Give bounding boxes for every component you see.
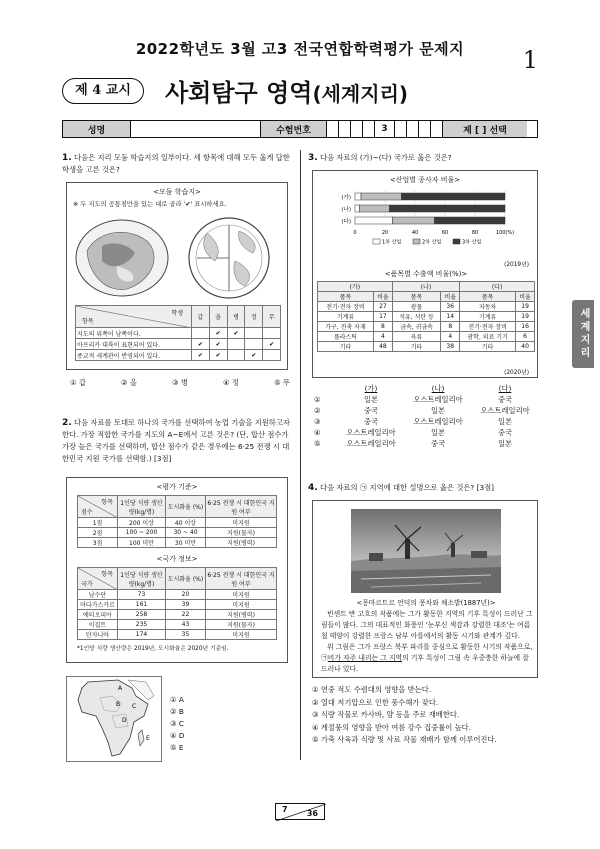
cell: 8 xyxy=(441,322,460,332)
tick-label: 100(%) xyxy=(495,230,515,236)
check-cell xyxy=(263,350,281,361)
answer-header: (다) xyxy=(498,384,512,393)
table-note: *1인당 식량 생산량은 2019년, 도시화율은 2020년 기준임. xyxy=(77,646,229,652)
row-item: 아프리카 대륙이 표현되어 있다. xyxy=(76,339,192,350)
choice[interactable]: ⑤ E xyxy=(170,743,184,752)
map-label-d: D xyxy=(122,717,127,724)
choice-number: ② xyxy=(314,406,321,415)
sub-header: 품목 xyxy=(318,292,374,302)
cell: 광학, 의료 기기 xyxy=(460,332,516,342)
col-header: 1인당 식량 생산량(kg/명) xyxy=(118,568,166,590)
cell: 지원(병력) xyxy=(206,610,277,620)
criteria-corner xyxy=(78,496,118,518)
info-corner xyxy=(78,568,118,590)
country-info-table xyxy=(77,567,277,640)
cell: 가구, 전축 자재 xyxy=(318,322,374,332)
cell: 19 xyxy=(516,302,535,312)
choice-cell: 일본 xyxy=(430,428,446,437)
q3-data-box xyxy=(312,170,538,378)
table-row xyxy=(76,328,281,339)
tick-label: 60 xyxy=(441,230,449,236)
side-tab: 세계지리 xyxy=(572,300,594,368)
cell: 석유, 석탄 등 xyxy=(392,312,441,322)
cell: 지원(물자) xyxy=(206,620,277,630)
choice[interactable]: ④ 계절풍의 영향을 받아 여름 강수 집중률이 높다. xyxy=(312,722,472,732)
cell: 30 ~ 40 xyxy=(166,528,206,538)
info-bar xyxy=(62,120,538,138)
passage-2-end: 의 기후 특성이 그림 속 우중충한 하늘에 잘 드러나 있다. xyxy=(321,654,529,673)
cell: 미지원 xyxy=(206,600,277,610)
underlined-region: 비가 자주 내리는 그 지역 xyxy=(327,654,403,662)
cell: 4 xyxy=(374,332,393,342)
painting-caption: <몽마르트르 언덕의 풍차와 채소밭(1887년)> xyxy=(356,599,496,607)
header-score: 점수 xyxy=(81,509,93,516)
subject-title xyxy=(165,73,408,108)
col-header: 6·25 전쟁 시 대한민국 지원 여부 xyxy=(206,568,277,590)
cell: 미지원 xyxy=(206,630,277,640)
answer-header: (가) xyxy=(364,384,378,393)
exam-no-box[interactable] xyxy=(327,121,339,137)
cell: 기계류 xyxy=(460,312,516,322)
bar-segment xyxy=(402,193,506,200)
tick-label: 40 xyxy=(411,230,419,236)
choice-cell: 중국 xyxy=(497,395,513,404)
q4-choices xyxy=(312,684,542,747)
table-row xyxy=(78,538,277,548)
cell: 기타 xyxy=(392,342,441,352)
table-row xyxy=(76,339,281,350)
q2-text xyxy=(62,417,292,465)
choice-number: ④ xyxy=(314,428,321,437)
cell: 16 xyxy=(516,322,535,332)
q3-number: 3. xyxy=(308,153,318,163)
column-divider xyxy=(300,150,301,760)
q4-text xyxy=(308,482,540,494)
subject-main: 사회탐구 영역 xyxy=(165,79,313,107)
cell: 100 ~ 200 xyxy=(118,528,166,538)
legend-label: 2차 산업 xyxy=(422,239,442,246)
choice[interactable] xyxy=(312,395,538,406)
cell: 미지원 xyxy=(206,518,277,528)
check-cell: ✔ xyxy=(192,350,210,361)
header-item: 항목 xyxy=(101,571,113,578)
choice-cell: 오스트레일리아 xyxy=(346,428,396,437)
legend-label: 1차 산업 xyxy=(382,239,402,246)
cell: 기타 xyxy=(318,342,374,352)
choice-cell: 일본 xyxy=(430,406,446,415)
cell: 광물 xyxy=(392,302,441,312)
exam-no-box[interactable] xyxy=(351,121,363,137)
cell: 235 xyxy=(118,620,166,630)
answer-header: (나) xyxy=(431,384,445,393)
check-cell: ✔ xyxy=(209,350,227,361)
cell: 이집트 xyxy=(78,620,118,630)
current-page: 7 xyxy=(282,805,288,814)
cell: 지원(물자) xyxy=(206,528,277,538)
exam-no-box[interactable] xyxy=(431,121,443,137)
header-country: 국가 xyxy=(81,581,93,588)
exam-no-box[interactable] xyxy=(419,121,431,137)
table-row xyxy=(78,620,277,630)
table-row xyxy=(78,590,277,600)
cell: 마다가스카르 xyxy=(78,600,118,610)
check-cell xyxy=(263,328,281,339)
cell: 육류 xyxy=(392,332,441,342)
q1-choices xyxy=(70,378,290,388)
choice[interactable]: ④ 정 xyxy=(223,378,239,387)
table-row xyxy=(318,322,535,332)
check-cell: ✔ xyxy=(209,328,227,339)
cell: 258 xyxy=(118,610,166,620)
info-title: <국가 정보> xyxy=(156,555,198,563)
cell: 남수단 xyxy=(78,590,118,600)
table-row xyxy=(78,528,277,538)
cell: 30 미만 xyxy=(166,538,206,548)
cell: 200 이상 xyxy=(118,518,166,528)
choice[interactable]: ① 갑 xyxy=(70,378,86,387)
q4-data-box xyxy=(312,500,538,678)
table-row xyxy=(78,630,277,640)
cell: 48 xyxy=(374,342,393,352)
choice[interactable]: ② B xyxy=(170,707,184,716)
cell: 2점 xyxy=(78,528,118,538)
map-label-a: A xyxy=(118,685,123,692)
choice-number: ⑤ xyxy=(314,439,321,448)
medieval-maps xyxy=(67,211,287,301)
group-header: (가) xyxy=(318,282,393,292)
check-cell xyxy=(227,339,245,350)
criteria-table xyxy=(77,495,277,548)
exam-no-label: 수험번호 xyxy=(261,121,327,137)
cell: 전기·전자 장비 xyxy=(318,302,374,312)
chart-year: (2019년) xyxy=(504,262,529,268)
cell: 기타 xyxy=(460,342,516,352)
answer-header-row xyxy=(312,384,538,395)
sub-header: 비율 xyxy=(441,292,460,302)
choice[interactable] xyxy=(312,439,538,450)
cell: 에티오피아 xyxy=(78,610,118,620)
cell: 19 xyxy=(516,312,535,322)
map-label-b: B xyxy=(116,701,121,708)
cell: 지원(병력) xyxy=(206,538,277,548)
check-cell xyxy=(192,328,210,339)
bar-segment xyxy=(390,205,506,212)
category-label: (가) xyxy=(341,195,351,201)
choice[interactable]: ③ 병 xyxy=(172,378,188,387)
q2-number: 2. xyxy=(62,418,72,428)
student-header: 을 xyxy=(209,306,227,328)
table-row xyxy=(318,302,535,312)
exam-no-box[interactable] xyxy=(407,121,419,137)
cell: 자동차 xyxy=(460,302,516,312)
cell: 40 xyxy=(516,342,535,352)
cell: 100 미만 xyxy=(118,538,166,548)
bar-segment xyxy=(355,205,360,212)
choice[interactable] xyxy=(312,417,538,428)
q1-table xyxy=(75,305,281,361)
col-header: 1인당 식량 생산량(kg/명) xyxy=(118,496,166,518)
cell: 40 이상 xyxy=(166,518,206,528)
export-table-title: <품목별 수출액 비율(%)> xyxy=(384,270,468,278)
category-label: (다) xyxy=(341,219,351,225)
table-row xyxy=(318,312,535,322)
check-cell: ✔ xyxy=(192,339,210,350)
cell: 8 xyxy=(374,322,393,332)
worksheet-instruction: ※ 두 지도의 공통점만을 있는 대로 골라 '✔' 표시하세요. xyxy=(73,201,227,208)
cell: 35 xyxy=(166,630,206,640)
bar-segment xyxy=(355,193,361,200)
choice[interactable]: ① A xyxy=(170,695,184,704)
header-item: 항목 xyxy=(82,318,94,325)
choice-cell: 오스트레일리아 xyxy=(413,417,463,426)
student-header: 병 xyxy=(227,306,245,328)
cell: 전기·전자 장비 xyxy=(460,322,516,332)
cell: 161 xyxy=(118,600,166,610)
select-label: 제 [ ] 선택 xyxy=(443,121,527,137)
legend-label: 3차 산업 xyxy=(462,239,482,246)
table-row xyxy=(78,610,277,620)
table-row xyxy=(78,600,277,610)
choice-cell: 중국 xyxy=(430,439,446,448)
cell: 4 xyxy=(441,332,460,342)
choice[interactable]: ③ 식량 작물로 카사바, 얌 등을 주로 재배한다. xyxy=(312,710,460,719)
choice[interactable] xyxy=(312,428,538,439)
student-header: 정 xyxy=(245,306,263,328)
q1-number: 1. xyxy=(62,153,72,163)
col-header: 6·25 전쟁 시 대한민국 지원 여부 xyxy=(206,496,277,518)
exam-no-box[interactable] xyxy=(339,121,351,137)
legend-swatch xyxy=(413,239,420,244)
choice-number: ③ xyxy=(314,417,321,426)
table-row xyxy=(318,332,535,342)
bar-segment xyxy=(360,205,390,212)
sub-header: 품목 xyxy=(460,292,516,302)
check-cell xyxy=(245,328,263,339)
sub-header: 품목 xyxy=(392,292,441,302)
cell: 174 xyxy=(118,630,166,640)
choice[interactable]: ③ C xyxy=(170,719,184,728)
legend-swatch xyxy=(373,239,380,244)
header-item: 항목 xyxy=(101,499,113,506)
q1-worksheet xyxy=(66,182,288,370)
q1-stem: 다음은 지리 모둠 학습지의 일부이다. 세 항목에 대해 모두 옳게 답한 학생을 고른 것은? xyxy=(62,153,290,174)
van-gogh-painting xyxy=(351,509,501,593)
legend-swatch xyxy=(453,239,460,244)
cell: 36 xyxy=(441,302,460,312)
row-item: 종교적 세계관이 반영되어 있다. xyxy=(76,350,192,361)
q3-text xyxy=(308,152,540,164)
choice[interactable]: ④ D xyxy=(170,731,185,740)
check-cell xyxy=(227,350,245,361)
chart-title: <산업별 종사자 비율> xyxy=(389,176,461,184)
exam-no-box[interactable] xyxy=(395,121,407,137)
choice[interactable]: ⑤ 무 xyxy=(274,378,290,387)
tick-label: 0 xyxy=(353,230,357,236)
choice[interactable]: ⑤ 가축 사육과 식량 및 사료 작물 재배가 함께 이루어진다. xyxy=(312,735,497,744)
total-pages: 36 xyxy=(306,809,318,818)
choice-cell: 일본 xyxy=(363,395,379,404)
cell: 39 xyxy=(166,600,206,610)
header-student: 학생 xyxy=(171,310,183,317)
cell: 탄자니아 xyxy=(78,630,118,640)
choice[interactable]: ① 연중 적도 수렴대의 영향을 받는다. xyxy=(312,685,432,694)
choice-cell: 오스트레일리아 xyxy=(480,406,530,415)
cell: 43 xyxy=(166,620,206,630)
cell: 3점 xyxy=(78,538,118,548)
cell: 20 xyxy=(166,590,206,600)
cell: 27 xyxy=(374,302,393,312)
choice-cell: 일본 xyxy=(497,439,513,448)
table-row xyxy=(76,350,281,361)
col-header: 도시화율 (%) xyxy=(166,496,206,518)
choice-cell: 일본 xyxy=(497,417,513,426)
worksheet-title: <모둠 학습지> xyxy=(153,188,201,196)
exam-title: 2022학년도 3월 고3 전국연합학력평가 문제지 xyxy=(135,40,465,58)
choice-cell: 중국 xyxy=(497,428,513,437)
choice[interactable]: ② 열대 저기압으로 인한 풍수해가 잦다. xyxy=(312,697,439,707)
period-label: 제 4 교시 xyxy=(62,78,144,104)
check-cell: ✔ xyxy=(209,339,227,350)
cell: 1점 xyxy=(78,518,118,528)
criteria-title: <평가 기준> xyxy=(156,483,198,491)
sub-header: 비율 xyxy=(374,292,393,302)
cell: 22 xyxy=(166,610,206,620)
bar-segment xyxy=(355,217,393,224)
map-left xyxy=(76,220,168,296)
q2-data-box xyxy=(66,477,288,663)
choice-cell: 오스트레일리아 xyxy=(413,395,463,404)
passage-2-start: 위 그림은 그가 프랑스 북부 파리를 중심으로 활동한 시기의 작품으로, ㉠ xyxy=(321,643,533,662)
cell: 기계류 xyxy=(318,312,374,322)
choice[interactable] xyxy=(312,406,538,417)
exam-no-box[interactable] xyxy=(363,121,375,137)
cell: 미지원 xyxy=(206,590,277,600)
group-header: (다) xyxy=(460,282,535,292)
tick-label: 20 xyxy=(381,230,389,236)
africa-map xyxy=(66,676,162,762)
bar-segment xyxy=(435,217,506,224)
passage-1: 빈센트 반 고흐의 작품에는 그가 활동한 지역의 기후 특성이 드러난 그림들이 많다. 그의 대표적인 화풍인 '눈부신 색감과 강렬한 대조'는 여름철 태양이 강렬한 프랑스 남부 아를에서의 활동 시기와 관계가 깊다. xyxy=(321,610,533,640)
q4-number: 4. xyxy=(308,483,318,493)
cell: 6 xyxy=(516,332,535,342)
choice[interactable]: ② 을 xyxy=(121,378,137,387)
map-label-c: C xyxy=(132,703,137,710)
student-header: 갑 xyxy=(192,306,210,328)
table-year: (2020년) xyxy=(504,370,529,376)
choice-number: ① xyxy=(314,395,321,404)
student-header: 무 xyxy=(263,306,281,328)
choice-cell: 오스트레일리아 xyxy=(346,439,396,448)
cell: 금속, 귀금속 xyxy=(392,322,441,332)
table-row xyxy=(78,518,277,528)
col-header: 도시화율 (%) xyxy=(166,568,206,590)
choice-cell: 중국 xyxy=(363,406,379,415)
q4-stem: 다음 자료의 ㉠ 지역에 대한 설명으로 옳은 것은? [3점] xyxy=(320,483,495,492)
cell: 14 xyxy=(441,312,460,322)
check-cell: ✔ xyxy=(245,350,263,361)
cell: 38 xyxy=(441,342,460,352)
map-label-e: E xyxy=(146,735,150,742)
check-cell: ✔ xyxy=(227,328,245,339)
category-label: (나) xyxy=(341,207,351,213)
table-row xyxy=(318,342,535,352)
passage-2 xyxy=(321,642,533,675)
q1-table-corner xyxy=(76,306,192,328)
exam-no-digit: 3 xyxy=(375,121,395,137)
industry-chart xyxy=(313,187,539,255)
page-number: 1 xyxy=(522,46,538,74)
group-header: (나) xyxy=(392,282,459,292)
name-field[interactable] xyxy=(131,121,261,137)
tick-label: 80 xyxy=(471,230,479,236)
page-counter xyxy=(275,803,325,820)
cell: 플라스틱 xyxy=(318,332,374,342)
check-cell: ✔ xyxy=(263,339,281,350)
bar-segment xyxy=(393,217,435,224)
q1-text xyxy=(62,152,292,176)
subject-sub: (세계지리) xyxy=(312,82,409,106)
q3-choices xyxy=(312,384,538,450)
choice-cell: 중국 xyxy=(363,417,379,426)
cell: 73 xyxy=(118,590,166,600)
row-item: 지도의 위쪽이 남쪽이다. xyxy=(76,328,192,339)
q3-stem: 다음 자료의 (가)~(다) 국가로 옳은 것은? xyxy=(320,153,452,162)
map-right xyxy=(189,218,269,298)
q2-choices xyxy=(170,694,184,754)
q2-stem: 다음 자료를 토대로 하나의 국가를 선택하여 농업 기술을 지원하고자 한다. 가장 적합한 국가를 지도의 A~E에서 고른 것은? (단, 합산 점수가 가장 높은 국가를 선택하며, 합산 점수가 같은 경우에는 6·25 전쟁 시 대한민국 지원 국가를 선택함.) [3점] xyxy=(62,418,290,463)
bar-segment xyxy=(361,193,402,200)
export-table xyxy=(317,281,535,352)
check-cell xyxy=(245,339,263,350)
sub-header: 비율 xyxy=(516,292,535,302)
cell: 17 xyxy=(374,312,393,322)
name-label: 성명 xyxy=(63,121,131,137)
